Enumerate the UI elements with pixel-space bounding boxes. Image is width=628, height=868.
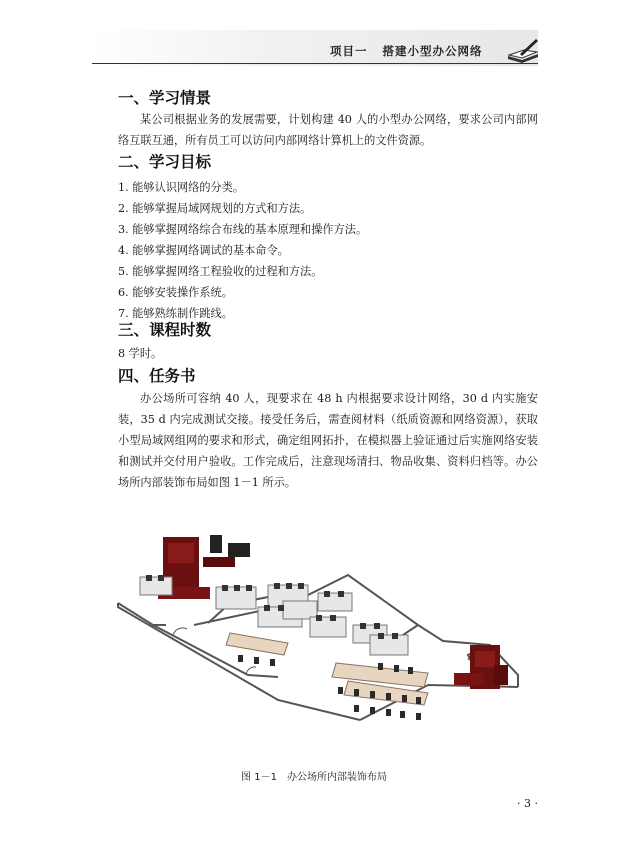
goal-item-5: 5. 能够掌握网络工程验收的过程和方法。 bbox=[118, 265, 323, 278]
page-number: · 3 · bbox=[517, 797, 538, 810]
section-3-text: 8 学时。 bbox=[118, 347, 163, 360]
manager-office-right bbox=[454, 645, 508, 689]
goal-item-1: 1. 能够认识网络的分类。 bbox=[118, 181, 245, 194]
goal-item-7: 7. 能够熟练制作跳线。 bbox=[118, 307, 233, 320]
section-heading-1: 一、学习情景 bbox=[118, 89, 212, 107]
header-project: 项目一 bbox=[330, 44, 368, 58]
goal-item-6: 6. 能够安装操作系统。 bbox=[118, 286, 233, 299]
section-4-text: 办公场所可容纳 40 人，现要求在 48 h 内根据要求设计网络，30 d 内实施安装，35 d 内完成测试交接。接受任务后，需查阅材料（纸质资源和网络资源），获取小型局域网组网的要求和形式，确定组网拓扑，在模拟器上验证通过后实施网络安装和测试并交付用户验收。工作完成后，注意现场清扫、物品收集、资料归档等。办公场所内部装饰布局如图 1－1 所示。 bbox=[118, 392, 538, 489]
running-header bbox=[330, 43, 483, 59]
section-heading-2: 二、学习目标 bbox=[118, 153, 212, 171]
book-pen-icon bbox=[506, 36, 540, 64]
meeting-table-left bbox=[226, 633, 288, 655]
header-rule bbox=[92, 63, 538, 64]
section-1-text: 某公司根据业务的发展需要，计划构建 40 人的小型办公网络，要求公司内部网络互联互通，所有员工可以访问内部网络计算机上的文件资源。 bbox=[118, 113, 538, 147]
header-title: 搭建小型办公网络 bbox=[382, 44, 483, 58]
goal-item-4: 4. 能够掌握网络调试的基本命令。 bbox=[118, 244, 289, 257]
section-heading-4: 四、任务书 bbox=[118, 367, 196, 385]
goal-item-3: 3. 能够掌握网络综合布线的基本原理和操作方法。 bbox=[118, 223, 368, 236]
section-4-body bbox=[118, 388, 538, 493]
goal-item-2: 2. 能够掌握局域网规划的方式和方法。 bbox=[118, 202, 312, 215]
section-1-body bbox=[118, 109, 538, 151]
section-heading-3: 三、课程时数 bbox=[118, 321, 212, 339]
figure-caption: 图 1－1 办公场所内部装饰布局 bbox=[241, 772, 387, 783]
office-layout-figure bbox=[98, 505, 528, 745]
